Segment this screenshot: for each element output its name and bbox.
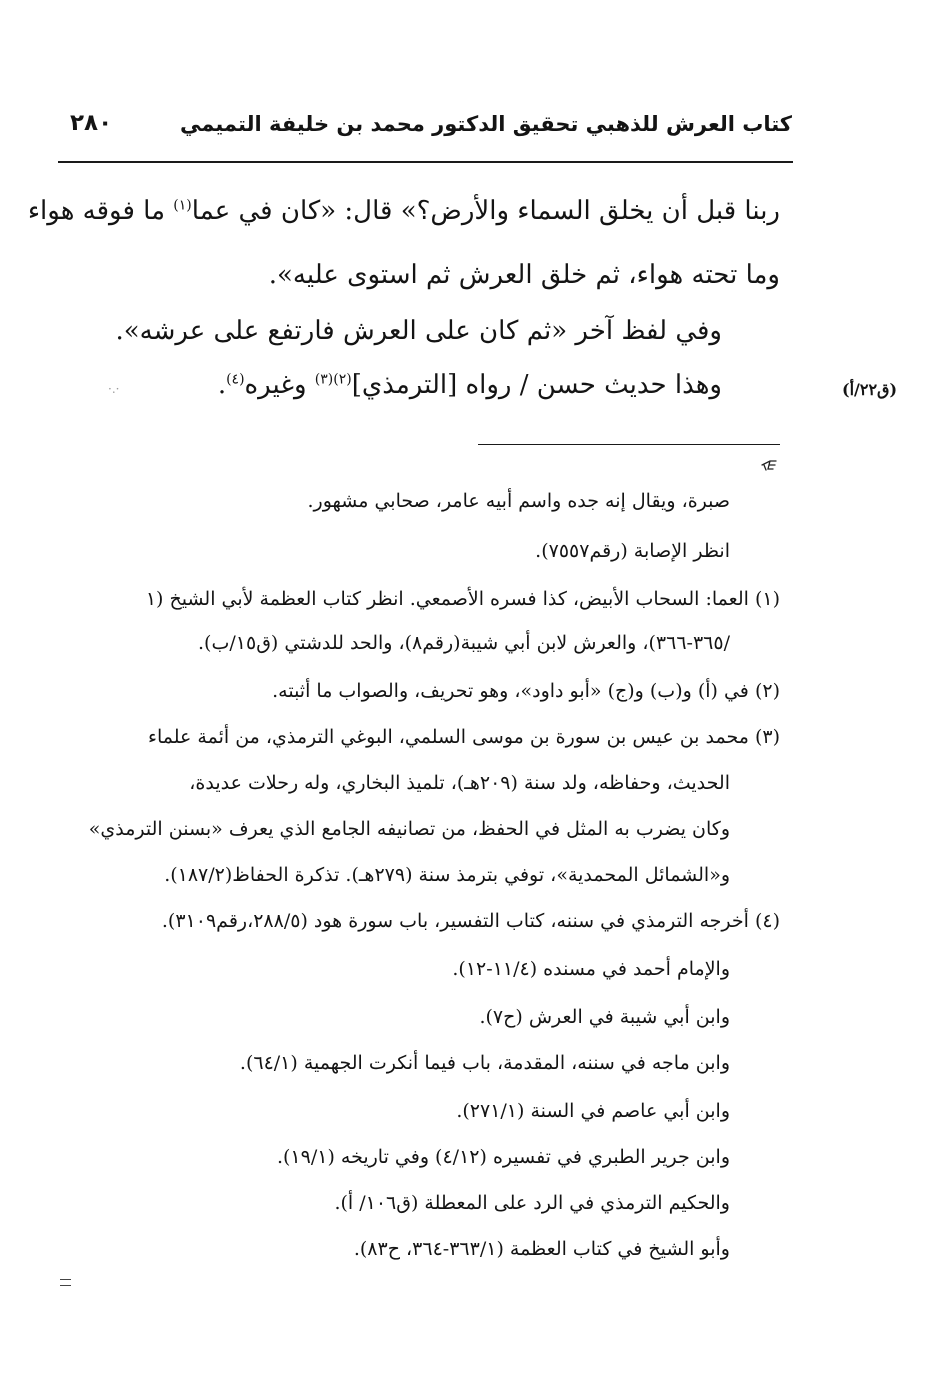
- footnote-4-line-1: (٤) أخرجه الترمذي في سننه، كتاب التفسير، باب سورة هود (٢٨٨/٥،رقم٣١٠٩).: [161, 910, 780, 932]
- pointing-hand-icon: [760, 456, 778, 474]
- body-line-2: وما تحته هواء، ثم خلق العرش ثم استوى عليه».: [268, 260, 780, 290]
- footnote-1-line-2: /٣٦٥-٣٦٦)، والعرش لابن أبي شيبة(رقم٨)، والحد للدشتي (ق١٥/ب).: [198, 632, 730, 654]
- header-rule: [58, 161, 793, 163]
- body-line-3: وفي لفظ آخر «ثم كان على العرش فارتفع على عرشه».: [115, 316, 722, 346]
- running-header-title: كتاب العرش للذهبي تحقيق الدكتور محمد بن خليفة التميمي: [180, 112, 792, 136]
- manuscript-folio-note: (ق٢٢/أ): [842, 380, 898, 399]
- footnote-3-line-4: و«الشمائل المحمدية»، توفي بترمذ سنة (٢٧٩هـ). تذكرة الحفاظ(١٨٧/٢).: [164, 864, 730, 886]
- footnote-4-line-8: وأبو الشيخ في كتاب العظمة (٣٦٣/١-٣٦٤، ح٨٣).: [353, 1238, 730, 1260]
- body-line-1: ربنا قبل أن يخلق السماء والأرض؟» قال: «كان في عما$^{(١)}$ ما فوقه هواء: [27, 196, 780, 226]
- footnote-4-line-6: وابن جرير الطبري في تفسيره (٤/١٢) وفي تاريخه (١٩/١).: [276, 1146, 730, 1168]
- body-line-4: وهذا حديث حسن / رواه [الترمذي]$^{(٢)(٣)}$ وغيره$^{(٤)}$.: [217, 370, 722, 400]
- footnote-4-line-7: والحكيم الترمذي في الرد على المعطلة (ق١٠٦/ أ).: [334, 1192, 730, 1214]
- footnote-3-line-2: الحديث، وحفاظه، ولد سنة (٢٠٩هـ)، تلميذ البخاري، وله رحلات عديدة،: [189, 772, 730, 794]
- footnote-1-line-1: (١) العما: السحاب الأبيض، كذا فسره الأصمعي. انظر كتاب العظمة لأبي الشيخ (١: [145, 588, 780, 610]
- footnote-number: (٢): [754, 680, 780, 702]
- footnote-3-line-3: وكان يضرب به المثل في الحفظ، من تصانيفه الجامع الذي يعرف «بسنن الترمذي»: [88, 818, 730, 840]
- footnote-continuation-2: انظر الإصابة (رقم٧٥٥٧).: [535, 540, 730, 562]
- page-number: ٢٨٠: [70, 110, 113, 136]
- footnote-4-line-4: وابن ماجه في سننه، المقدمة، باب فيما أنكرت الجهمية (٦٤/١).: [239, 1052, 730, 1074]
- scan-speck: ·.·: [108, 382, 120, 396]
- footnote-separator: [478, 444, 780, 445]
- footnote-ref-2-3: (٢)(٣): [314, 371, 352, 388]
- footnote-ref-4: (٤): [226, 371, 245, 388]
- footnote-number: (٣): [754, 726, 780, 748]
- footnote-3-line-1: (٣) محمد بن عيس بن سورة بن موسى السلمي، البوغي الترمذي، من أئمة علماء: [148, 726, 780, 748]
- footnote-2-line-1: (٢) في (أ) و(ب) و(ج) «أبو داود»، وهو تحريف، والصواب ما أثبته.: [272, 680, 780, 702]
- footnote-number: (١): [754, 588, 780, 610]
- footnote-number: (٤): [754, 910, 780, 932]
- scan-mark: [60, 1279, 71, 1286]
- footnote-4-line-3: وابن أبي شيبة في العرش (ح٧).: [479, 1006, 730, 1028]
- footnote-ref-1: (١): [173, 197, 192, 214]
- footnote-continuation-1: صبرة، ويقال إنه جده واسم أبيه عامر، صحابي مشهور.: [307, 490, 730, 512]
- footnote-4-line-5: وابن أبي عاصم في السنة (٢٧١/١).: [456, 1100, 730, 1122]
- footnote-4-line-2: والإمام أحمد في مسنده (١١/٤-١٢).: [452, 958, 730, 980]
